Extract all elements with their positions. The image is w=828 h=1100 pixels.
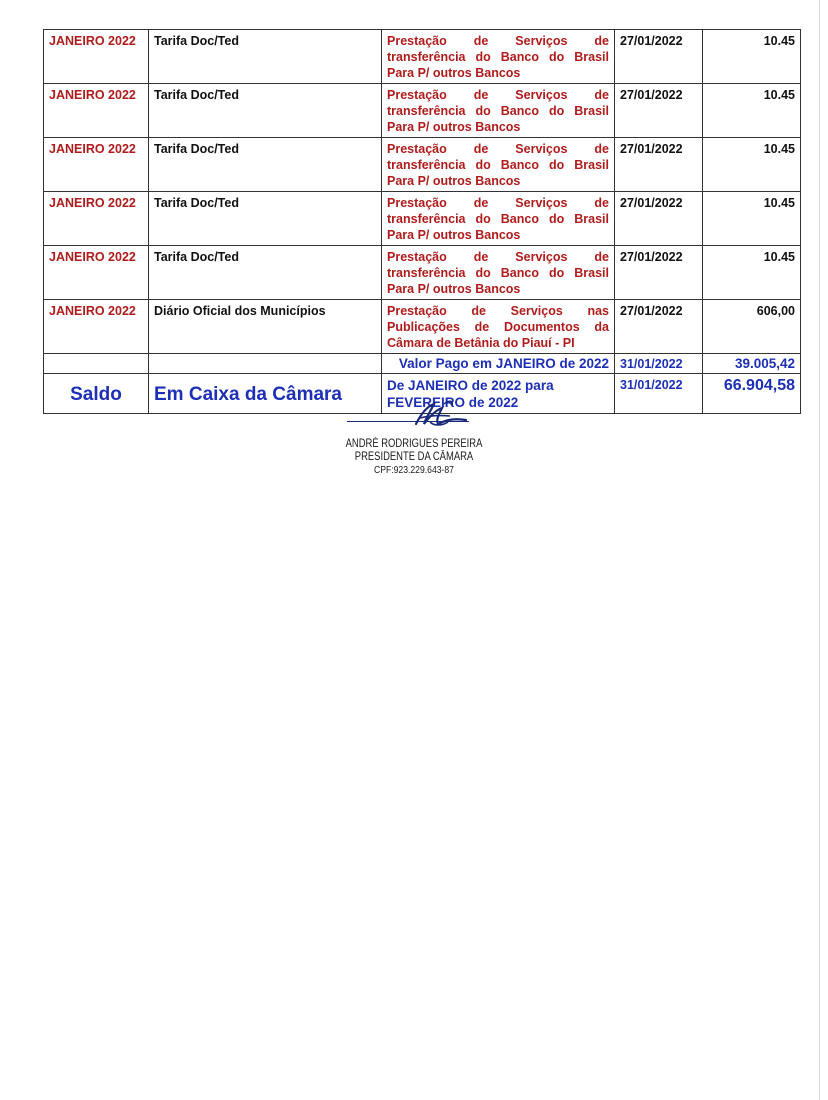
total-amount: 39.005,42 (703, 354, 801, 374)
type-cell: Tarifa Doc/Ted (149, 192, 382, 246)
description-cell: Prestação de Serviços de transferência do Banco do Brasil Para P/ outros Bancos (382, 138, 615, 192)
page-edge (819, 0, 820, 1100)
month-cell: JANEIRO 2022 (44, 300, 149, 354)
type-cell: Diário Oficial dos Municípios (149, 300, 382, 354)
date-cell: 27/01/2022 (615, 246, 703, 300)
date-cell: 27/01/2022 (615, 30, 703, 84)
saldo-label: Saldo (44, 374, 149, 414)
empty-cell (44, 354, 149, 374)
month-cell: JANEIRO 2022 (44, 246, 149, 300)
table-row (44, 30, 801, 84)
date-cell: 27/01/2022 (615, 138, 703, 192)
signature-block (300, 398, 528, 477)
date-cell: 27/01/2022 (615, 192, 703, 246)
description-cell: Prestação de Serviços de transferência do Banco do Brasil Para P/ outros Bancos (382, 246, 615, 300)
type-cell: Tarifa Doc/Ted (149, 138, 382, 192)
amount-cell: 606,00 (703, 300, 801, 354)
signatory-name: ANDRÉ RODRIGUES PEREIRA (345, 438, 483, 450)
empty-cell (149, 354, 382, 374)
description-cell: Prestação de Serviços de transferência do Banco do Brasil Para P/ outros Bancos (382, 30, 615, 84)
date-cell: 27/01/2022 (615, 84, 703, 138)
description-cell: Prestação de Serviços de transferência do Banco do Brasil Para P/ outros Bancos (382, 84, 615, 138)
table-row (44, 246, 801, 300)
type-cell: Tarifa Doc/Ted (149, 30, 382, 84)
table-row (44, 300, 801, 354)
signatory-role: PRESIDENTE DA CÂMARA (354, 451, 474, 463)
expense-table (43, 29, 801, 414)
total-label: Valor Pago em JANEIRO de 2022 (382, 354, 615, 374)
saldo-amount: 66.904,58 (703, 374, 801, 414)
amount-cell: 10.45 (703, 246, 801, 300)
saldo-type: Em Caixa da Câmara (149, 374, 382, 414)
amount-cell: 10.45 (703, 138, 801, 192)
month-cell: JANEIRO 2022 (44, 192, 149, 246)
signatory-cpf: CPF:923.229.643-87 (374, 464, 454, 476)
date-cell: 27/01/2022 (615, 300, 703, 354)
table-row (44, 138, 801, 192)
amount-cell: 10.45 (703, 84, 801, 138)
description-cell: Prestação de Serviços de transferência do Banco do Brasil Para P/ outros Bancos (382, 192, 615, 246)
month-cell: JANEIRO 2022 (44, 138, 149, 192)
month-cell: JANEIRO 2022 (44, 30, 149, 84)
signature-line (347, 421, 469, 422)
type-cell: Tarifa Doc/Ted (149, 246, 382, 300)
total-date: 31/01/2022 (615, 354, 703, 374)
description-cell: Prestação de Serviços nas Publicações de Documentos da Câmara de Betânia do Piauí - PI (382, 300, 615, 354)
saldo-date: 31/01/2022 (615, 374, 703, 414)
amount-cell: 10.45 (703, 30, 801, 84)
type-cell: Tarifa Doc/Ted (149, 84, 382, 138)
table-row (44, 84, 801, 138)
total-row (44, 354, 801, 374)
amount-cell: 10.45 (703, 192, 801, 246)
month-cell: JANEIRO 2022 (44, 84, 149, 138)
handwritten-signature (334, 398, 494, 434)
table-row (44, 192, 801, 246)
saldo-description: De JANEIRO de 2022 para FEVEREIRO de 2022 (382, 374, 615, 414)
